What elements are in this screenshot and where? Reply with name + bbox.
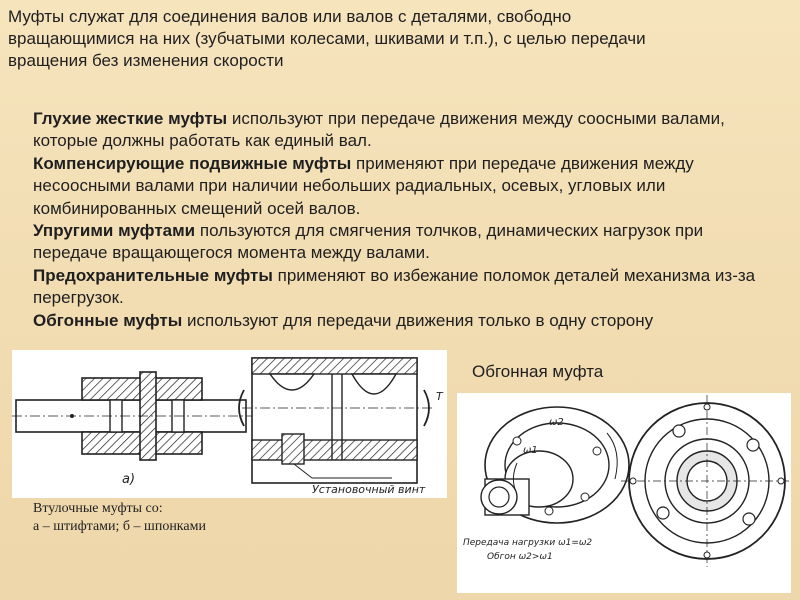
definition-safety [33, 265, 773, 310]
sleeve-coupling-figure [12, 350, 447, 498]
definitions-block [33, 108, 773, 332]
definition-rigid [33, 108, 773, 153]
text-rigid: используют при передаче движения между соосными валами, которые должны работать как единый вал. [33, 109, 725, 151]
label-a: а) [122, 472, 136, 487]
term-compensating: Компенсирующие подвижные муфты [33, 153, 352, 173]
label-torque: Т [436, 390, 443, 403]
term-overrunning: Обгонные муфты [33, 310, 183, 330]
overrunning-clutch-title: Обгонная муфта [472, 362, 604, 381]
text-safety: применяют во избежание поломок деталей механизма из-за перегрузок. [33, 265, 756, 308]
term-elastic: Упругими муфтами [33, 221, 196, 241]
label-omega2: ω2 [549, 417, 564, 428]
caption-line-1: Втулочные муфты со: [33, 501, 163, 516]
label-overrun: Обгон ω2>ω1 [487, 552, 553, 562]
label-load-transfer: Передача нагрузки ω1=ω2 [463, 538, 593, 548]
intro-paragraph: Муфты служат для соединения валов или валов с деталями, свободно вращающимися на них (зубчатыми колесами, шкивами и т.п.), с целью передачи вращения без изменения скорости [8, 7, 646, 70]
pin-coupling [12, 372, 252, 460]
figure-left-caption [33, 500, 333, 536]
key-coupling [239, 358, 432, 483]
definition-compensating [33, 153, 773, 220]
text-overrunning: используют для передачи движения только в одну сторону [182, 310, 654, 330]
clutch-cross-section [621, 395, 791, 567]
term-safety: Предохранительные муфты [33, 265, 273, 285]
term-rigid: Глухие жесткие муфты [33, 109, 228, 128]
caption-line-2: а – штифтами; б – шпонками [33, 519, 206, 534]
text-elastic: пользуются для смягчения толчков, динамических нагрузок при передаче вращающегося момента между валами. [33, 221, 704, 263]
text-compensating: применяют при передаче движения между несоосными валами при наличии небольших радиальных, осевых, угловых или комбинированных смещений осей валов. [33, 153, 694, 218]
overrunning-clutch-drawing [457, 393, 791, 593]
definition-elastic [33, 220, 773, 265]
label-set-screw: Установочный винт [312, 483, 426, 496]
definition-overrunning [33, 310, 773, 332]
sleeve-coupling-drawing [12, 350, 447, 498]
label-omega1: ω1 [523, 445, 538, 456]
overrunning-clutch-figure [457, 393, 791, 593]
